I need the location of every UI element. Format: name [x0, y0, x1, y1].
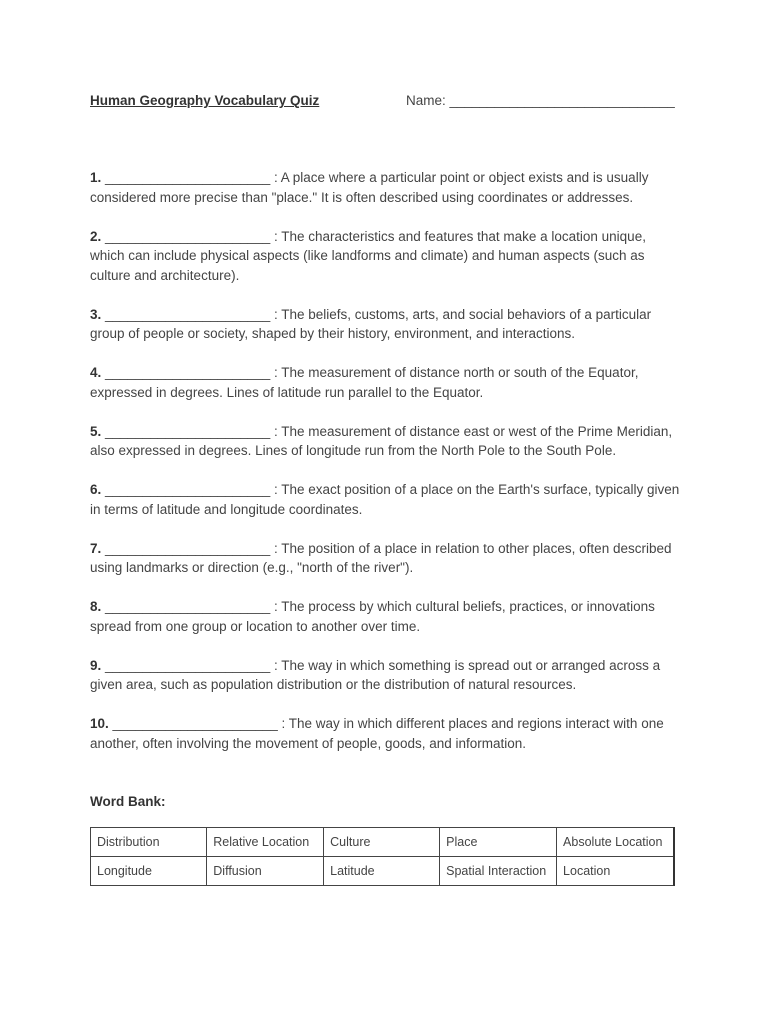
answer-blank[interactable]: ______________________ [105, 482, 271, 497]
question-definition: : The exact position of a place on the Earth's surface, typically given in terms of latitude and longitude coordinates. [90, 482, 680, 517]
question-9 [90, 656, 680, 695]
question-6 [90, 480, 680, 519]
word-bank-cell: Relative Location [207, 828, 324, 857]
word-bank-table [90, 827, 675, 886]
table-row [91, 828, 675, 857]
answer-blank[interactable]: ______________________ [105, 365, 271, 380]
answer-blank[interactable]: ______________________ [105, 657, 271, 673]
question-number: 8. [90, 599, 102, 614]
question-number: 1. [90, 170, 102, 185]
question-number: 5. [90, 423, 102, 439]
word-bank-cell: Spatial Interaction [440, 857, 557, 886]
word-bank-cell: Culture [324, 828, 440, 857]
question-10 [90, 714, 680, 753]
question-1 [90, 168, 680, 207]
question-number: 9. [90, 657, 102, 673]
question-number: 3. [90, 306, 102, 322]
question-3 [90, 305, 680, 344]
answer-blank[interactable]: ______________________ [105, 170, 271, 185]
answer-blank[interactable]: ______________________ [105, 423, 271, 439]
question-list [90, 168, 680, 773]
question-definition: : The measurement of distance east or west of the Prime Meridian, also expressed in degrees. Lines of longitude run from the North Pole to the South Pole. [90, 423, 673, 458]
word-bank-cell: Diffusion [207, 857, 324, 886]
table-row [91, 857, 675, 886]
answer-blank[interactable]: ______________________ [105, 540, 271, 556]
answer-blank[interactable]: ______________________ [105, 228, 271, 244]
answer-blank[interactable]: ______________________ [105, 599, 271, 614]
word-bank-cell: Longitude [91, 857, 207, 886]
question-definition: : The characteristics and features that make a location unique, which can include physical aspects (like landforms and climate) and human aspects (such as culture and architecture). [90, 228, 646, 283]
answer-blank[interactable]: ______________________ [112, 716, 278, 731]
question-2 [90, 227, 680, 286]
question-number: 6. [90, 482, 102, 497]
name-field[interactable]: Name: ______________________________ [406, 93, 675, 108]
answer-blank[interactable]: ______________________ [105, 306, 271, 322]
question-definition: : The position of a place in relation to other places, often described using landmarks or direction (e.g., "north of the river"). [90, 540, 672, 575]
question-definition: : The beliefs, customs, arts, and social behaviors of a particular group of people or society, shaped by their history, environment, and interactions. [90, 306, 652, 341]
word-bank-cell: Distribution [91, 828, 207, 857]
question-number: 4. [90, 365, 102, 380]
question-definition: : The way in which different places and regions interact with one another, often involving the movement of people, goods, and information. [90, 716, 664, 751]
question-number: 10. [90, 716, 109, 731]
word-bank-cell: Absolute Location [557, 828, 674, 857]
question-definition: : The way in which something is spread out or arranged across a given area, such as population distribution or the distribution of natural resources. [90, 657, 661, 692]
question-7 [90, 539, 680, 578]
question-number: 2. [90, 228, 102, 244]
question-8 [90, 597, 680, 636]
question-definition: : The measurement of distance north or south of the Equator, expressed in degrees. Lines of latitude run parallel to the Equator. [90, 365, 639, 400]
question-4 [90, 363, 680, 402]
question-number: 7. [90, 540, 102, 556]
question-5 [90, 422, 680, 461]
word-bank-label: Word Bank: [90, 794, 166, 809]
question-definition: : A place where a particular point or object exists and is usually considered more precise than "place." It is often described using coordinates or addresses. [90, 170, 649, 205]
word-bank-cell: Latitude [324, 857, 440, 886]
word-bank-cell: Location [557, 857, 674, 886]
word-bank-cell: Place [440, 828, 557, 857]
question-definition: : The process by which cultural beliefs, practices, or innovations spread from one group or location to another over time. [90, 599, 655, 634]
quiz-title: Human Geography Vocabulary Quiz [90, 93, 320, 108]
